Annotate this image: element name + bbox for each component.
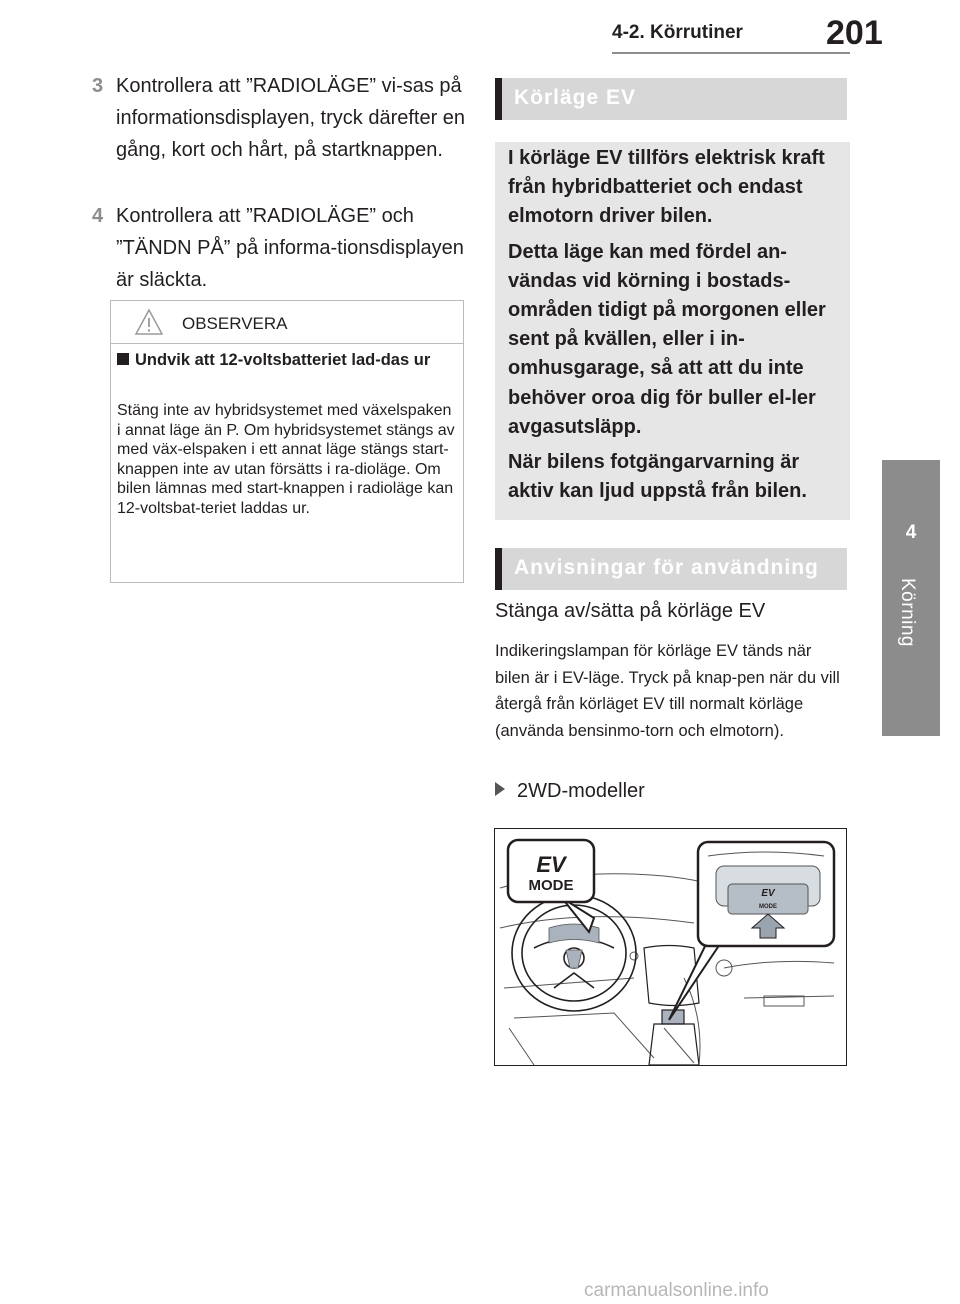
ev-button-label-small: EV bbox=[761, 888, 775, 899]
square-bullet-icon bbox=[117, 353, 129, 365]
step-text: Kontrollera att ”RADIOLÄGE” och ”TÄNDN PÅ” på informa-tionsdisplayen är släckta. bbox=[116, 205, 464, 291]
step-4 bbox=[92, 200, 476, 296]
running-header: 4-2. Körrutiner bbox=[612, 22, 743, 43]
ev-paragraph: När bilens fotgängarvarning är aktiv kan ljud uppstå från bilen. bbox=[508, 451, 807, 503]
ev-button-label: EV bbox=[536, 852, 566, 877]
model-item: 2WD-modeller bbox=[495, 780, 645, 803]
step-number: 3 bbox=[92, 75, 104, 97]
subheading: Stänga av/sätta på körläge EV bbox=[495, 600, 766, 622]
dashboard-illustration bbox=[494, 828, 847, 1066]
section-heading-ev-mode bbox=[495, 78, 847, 120]
body-paragraph: Indikeringslampan för körläge EV tänds när bilen är i EV-läge. Tryck på knap-pen när du vill återgå från körläget EV till normalt körläge (använda bensinmo-torn och elmotorn). bbox=[495, 642, 840, 740]
section-heading-usage bbox=[495, 548, 847, 590]
ev-paragraph: Detta läge kan med fördel an-vändas vid körning i bostads-områden tidigt på morgonen eller sent på kvällen, eller i in-omhusgarage, så att att du inte behöver oroa dig för buller el-ler avgasutsläpp. bbox=[508, 240, 826, 438]
watermark: carmanualsonline.info bbox=[584, 1280, 769, 1301]
warning-triangle-icon bbox=[134, 308, 164, 336]
section-heading-text: Anvisningar för användning bbox=[514, 556, 819, 579]
ev-info-text bbox=[508, 142, 844, 512]
warning-subtitle: Undvik att 12-voltsbatteriet lad-das ur bbox=[117, 350, 447, 371]
step-number: 4 bbox=[92, 205, 104, 227]
step-text: Kontrollera att ”RADIOLÄGE” vi-sas på informationsdisplayen, tryck därefter en gång, kort och hårt, på startknappen. bbox=[116, 75, 466, 161]
ev-paragraph: I körläge EV tillförs elektrisk kraft från hybridbatteriet och endast elmotorn driver bilen. bbox=[508, 147, 825, 228]
mode-button-label-small: MODE bbox=[759, 904, 777, 910]
warning-title: OBSERVERA bbox=[182, 314, 288, 333]
mode-button-label: MODE bbox=[528, 877, 574, 894]
chapter-number: 4 bbox=[905, 522, 917, 543]
triangle-bullet-icon bbox=[495, 782, 505, 796]
header-rule bbox=[612, 52, 850, 54]
section-heading-text: Körläge EV bbox=[514, 86, 637, 109]
step-3 bbox=[92, 70, 476, 166]
chapter-label: Körning bbox=[897, 578, 918, 647]
warning-text: Stäng inte av hybridsystemet med växelspaken i annat läge än P. Om hybridsystemet stängs av med väx-elspaken i ett annat läge stängs start-knappen inte av utan försätts i ra-dioläge. Om bilen lämnas med start-knappen i radioläge kan 12-voltsbat-teriet laddas ur. bbox=[117, 402, 455, 517]
page-number: 201 bbox=[826, 14, 883, 52]
